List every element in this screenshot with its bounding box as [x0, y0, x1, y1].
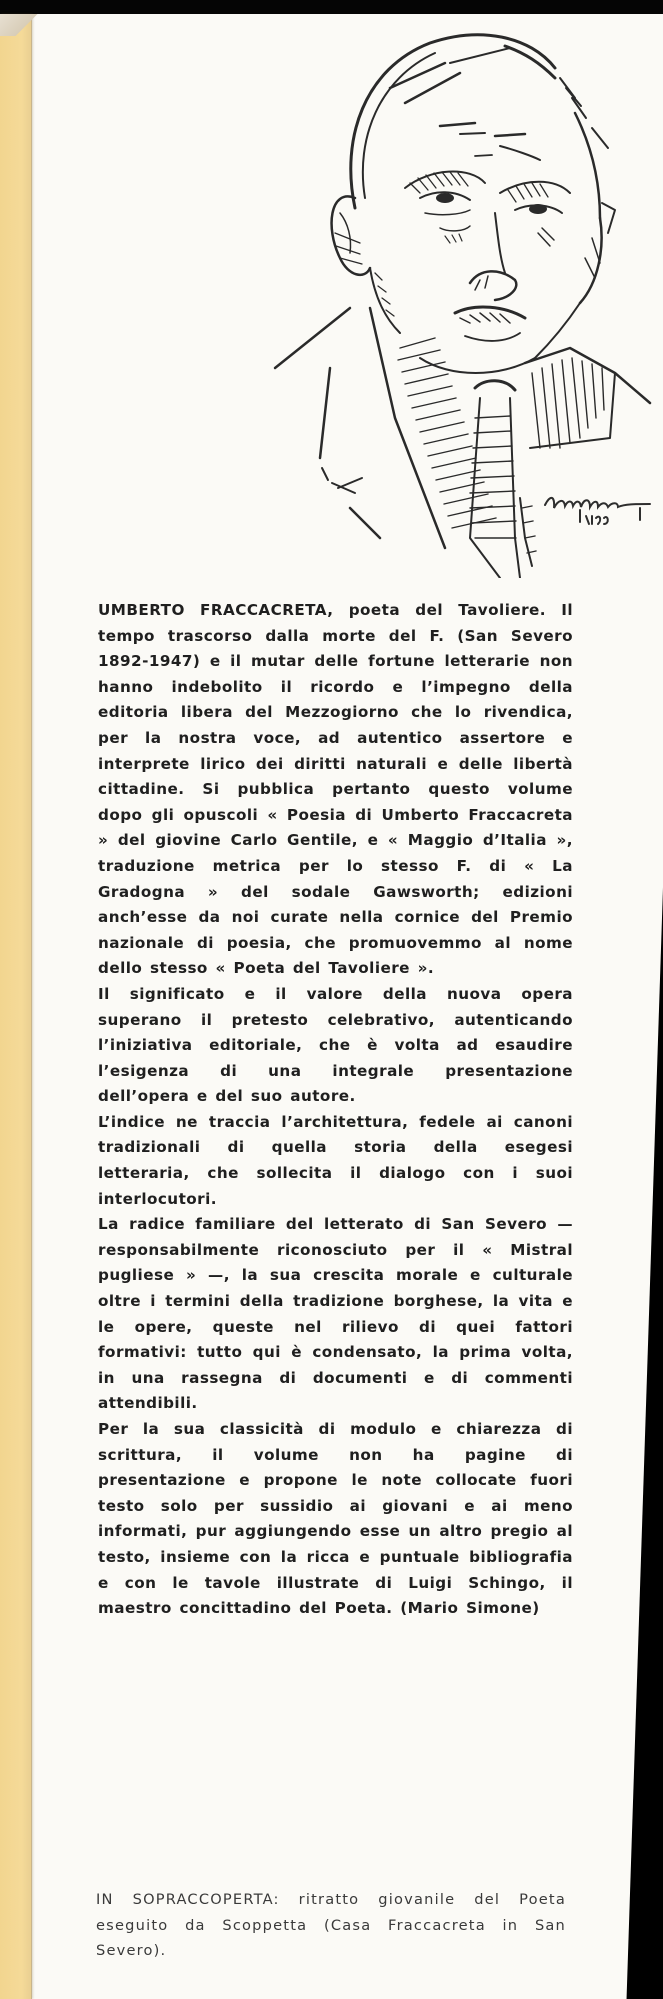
flap-body-text [98, 598, 573, 1622]
cover-caption [96, 1887, 566, 1964]
artist-signature-icon [540, 480, 660, 540]
paragraph-roots [98, 1212, 573, 1417]
paragraph-significance [98, 982, 573, 1110]
paragraph-intro [98, 598, 573, 982]
paragraph-index [98, 1110, 573, 1212]
spine-yellow-strip [0, 14, 32, 1999]
paragraph-text: poeta del Tavoliere. Il tempo trascorso dalla morte del F. (San Severo 1892-1947) e il mutar delle fortune letterarie non hanno indebolito il ricordo e l’impegno della editoria libera del Mezzogiorno che lo rivendica, per la nostra voce, ad autentico assertore e interprete lirico dei diritti naturali e delle libertà cittadine. Si pubblica pertanto questo volume dopo gli opuscoli « Poesia di Umberto Fraccacreta » del giovine Carlo Gentile, e « Maggio d’Italia », traduzione metrica per lo stesso F. di « La Gradogna » del sodale Gawsworth; edizioni anch’esse da noi curate nella cornice del Premio nazionale di poesia, che promuovemmo al nome dello stesso « Poeta del Tavoliere ». [98, 601, 573, 978]
author-name: UMBERTO FRACCACRETA, [98, 601, 334, 619]
paragraph-text: Il significato e il valore della nuova opera superano il pretesto celebrativo, autenticando l’iniziativa editoriale, che è volta ad esaudire l’esigenza di una integrale presentazione dell’opera e del suo autore. [98, 984, 573, 1106]
caption-text: IN SOPRACCOPERTA: ritratto giovanile del Poeta eseguito da Scoppetta (Casa Fraccacreta in San Severo). [96, 1891, 566, 1959]
paragraph-classicism [98, 1417, 573, 1622]
paragraph-text: Per la sua classicità di modulo e chiarezza di scrittura, il volume non ha pagine di presentazione e propone le note collocate fuori testo solo per sussidio ai giovani e ai meno informati, pur aggiungendo esse un altro pregio al testo, insieme con la ricca e puntuale bibliografia e con le tavole illustrate di Luigi Schingo, il maestro concittadino del Poeta. (Mario Simone) [98, 1420, 573, 1618]
paragraph-text: La radice familiare del letterato di San Severo — responsabilmente riconosciuto per il « Mistral pugliese » —, la sua crescita morale e culturale oltre i termini della tradizione borghese, la vita e le opere, queste nel rilievo di quei fattori formativi: tutto qui è condensato, la prima volta, in una rassegna di documenti e di commenti attendibili. [98, 1215, 573, 1413]
worn-corner [0, 14, 40, 36]
paragraph-text: L’indice ne traccia l’architettura, fedele ai canoni tradizionali di quella storia della esegesi letteraria, che sollecita il dialogo con i suoi interlocutori. [98, 1112, 573, 1208]
